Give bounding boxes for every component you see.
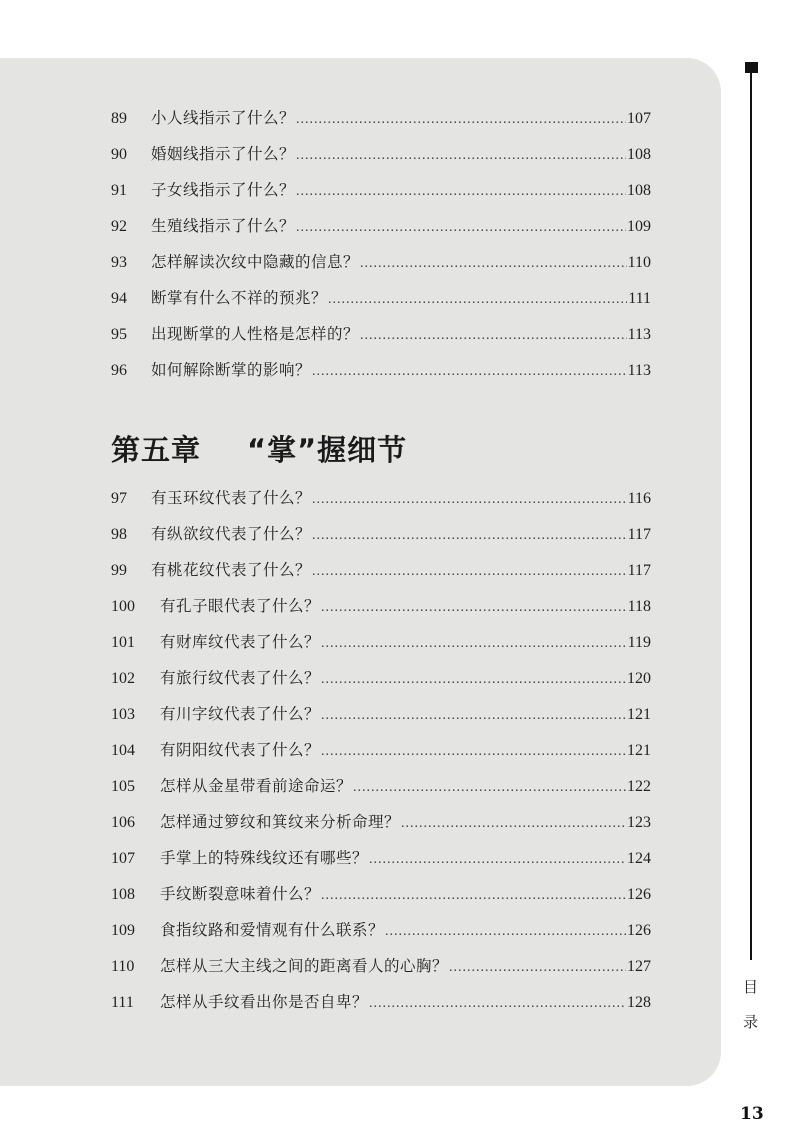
dot-leader — [401, 806, 626, 842]
toc-list-chapter-five — [111, 480, 651, 1020]
entry-title: 有阴阳纹代表了什么？ — [160, 741, 321, 759]
toc-entry[interactable] — [111, 948, 651, 984]
entry-number: 89 — [111, 110, 127, 127]
dot-leader — [312, 482, 627, 518]
entry-page: 120 — [627, 670, 651, 687]
entry-title: 婚姻线指示了什么？ — [151, 145, 296, 163]
entry-title: 怎样解读次纹中隐藏的信息？ — [151, 253, 360, 271]
entry-title: 小人线指示了什么？ — [151, 109, 296, 127]
entry-number: 100 — [111, 598, 135, 615]
entry-page: 126 — [627, 922, 651, 939]
entry-page: 126 — [627, 886, 651, 903]
entry-title: 怎样通过箩纹和箕纹来分析命理？ — [160, 813, 401, 831]
dot-leader — [328, 282, 627, 318]
toc-entry[interactable] — [111, 136, 651, 172]
entry-page: 117 — [627, 562, 651, 579]
toc-entry[interactable] — [111, 552, 651, 588]
entry-page: 110 — [627, 254, 651, 271]
entry-number: 105 — [111, 778, 135, 795]
dot-leader — [296, 174, 626, 210]
entry-title: 手掌上的特殊线纹还有哪些？ — [160, 849, 369, 867]
entry-number: 94 — [111, 290, 127, 307]
toc-entry[interactable] — [111, 696, 651, 732]
entry-number: 91 — [111, 182, 127, 199]
entry-title: 有财库纹代表了什么？ — [160, 633, 321, 651]
entry-page: 124 — [627, 850, 651, 867]
dot-leader — [312, 354, 627, 390]
entry-number: 106 — [111, 814, 135, 831]
dot-leader — [312, 554, 627, 590]
sidebar-marker — [745, 62, 758, 73]
dot-leader — [321, 626, 627, 662]
toc-entry[interactable] — [111, 316, 651, 352]
entry-number: 93 — [111, 254, 127, 271]
entry-title: 怎样从金星带看前途命运？ — [160, 777, 353, 795]
entry-number: 104 — [111, 742, 135, 759]
entry-number: 98 — [111, 526, 127, 543]
entry-title: 子女线指示了什么？ — [151, 181, 296, 199]
dot-leader — [353, 770, 626, 806]
entry-title: 食指纹路和爱情观有什么联系？ — [160, 921, 385, 939]
toc-entry[interactable] — [111, 876, 651, 912]
entry-page: 109 — [627, 218, 651, 235]
toc-entry[interactable] — [111, 840, 651, 876]
entry-number: 90 — [111, 146, 127, 163]
entry-page: 117 — [627, 526, 651, 543]
entry-title: 生殖线指示了什么？ — [151, 217, 296, 235]
entry-page: 122 — [627, 778, 651, 795]
dot-leader — [385, 914, 626, 950]
toc-entry[interactable] — [111, 624, 651, 660]
entry-page: 128 — [627, 994, 651, 1011]
dot-leader — [321, 662, 626, 698]
toc-entry[interactable] — [111, 208, 651, 244]
dot-leader — [369, 986, 626, 1022]
entry-title: 怎样从手纹看出你是否自卑？ — [160, 993, 369, 1011]
entry-title: 有桃花纹代表了什么？ — [151, 561, 312, 579]
entry-number: 109 — [111, 922, 135, 939]
entry-page: 121 — [627, 706, 651, 723]
entry-title: 有纵欲纹代表了什么？ — [151, 525, 312, 543]
toc-entry[interactable] — [111, 588, 651, 624]
entry-number: 99 — [111, 562, 127, 579]
entry-title: 有玉环纹代表了什么？ — [151, 489, 312, 507]
entry-page: 107 — [627, 110, 651, 127]
entry-title: 出现断掌的人性格是怎样的？ — [151, 325, 360, 343]
entry-title: 怎样从三大主线之间的距离看人的心胸？ — [160, 957, 449, 975]
entry-page: 113 — [627, 362, 651, 379]
entry-title: 有川字纹代表了什么？ — [160, 705, 321, 723]
toc-entry[interactable] — [111, 660, 651, 696]
toc-entry[interactable] — [111, 804, 651, 840]
sidebar-label-lu: 录 — [743, 1013, 759, 1031]
toc-entry[interactable] — [111, 244, 651, 280]
entry-page: 116 — [627, 490, 651, 507]
entry-page: 113 — [627, 326, 651, 343]
entry-page: 121 — [627, 742, 651, 759]
toc-entry[interactable] — [111, 912, 651, 948]
entry-number: 101 — [111, 634, 135, 651]
entry-number: 102 — [111, 670, 135, 687]
chapter-name: “掌”握细节 — [247, 433, 408, 467]
dot-leader — [296, 210, 626, 246]
entry-page: 127 — [627, 958, 651, 975]
entry-number: 95 — [111, 326, 127, 343]
entry-page: 119 — [627, 634, 651, 651]
entry-title: 有旅行纹代表了什么？ — [160, 669, 321, 687]
toc-entry[interactable] — [111, 280, 651, 316]
toc-entry[interactable] — [111, 172, 651, 208]
entry-page: 123 — [627, 814, 651, 831]
dot-leader — [360, 318, 627, 354]
chapter-heading — [111, 428, 407, 469]
dot-leader — [321, 698, 626, 734]
entry-number: 110 — [111, 958, 135, 975]
dot-leader — [312, 518, 627, 554]
entry-title: 手纹断裂意味着什么？ — [160, 885, 321, 903]
chapter-label: 第五章 — [111, 433, 202, 467]
toc-entry[interactable] — [111, 768, 651, 804]
sidebar-rule — [750, 73, 752, 960]
dot-leader — [296, 102, 626, 138]
entry-page: 118 — [627, 598, 651, 615]
dot-leader — [449, 950, 626, 986]
toc-entry[interactable] — [111, 984, 651, 1020]
entry-number: 103 — [111, 706, 135, 723]
entry-number: 97 — [111, 490, 127, 507]
dot-leader — [321, 590, 627, 626]
entry-title: 有孔子眼代表了什么？ — [160, 597, 321, 615]
entry-page: 111 — [628, 290, 651, 307]
entry-number: 107 — [111, 850, 135, 867]
toc-entry[interactable] — [111, 100, 651, 136]
entry-page: 108 — [627, 146, 651, 163]
dot-leader — [321, 734, 626, 770]
toc-entry[interactable] — [111, 516, 651, 552]
dot-leader — [321, 878, 626, 914]
toc-entry[interactable] — [111, 352, 651, 388]
toc-entry[interactable] — [111, 480, 651, 516]
toc-list-before-chapter — [111, 100, 651, 388]
entry-title: 断掌有什么不祥的预兆？ — [151, 289, 328, 307]
dot-leader — [369, 842, 626, 878]
entry-number: 96 — [111, 362, 127, 379]
entry-number: 92 — [111, 218, 127, 235]
entry-title: 如何解除断掌的影响？ — [151, 361, 312, 379]
entry-page: 108 — [627, 182, 651, 199]
dot-leader — [296, 138, 626, 174]
entry-number: 111 — [111, 994, 134, 1011]
dot-leader — [360, 246, 627, 282]
toc-entry[interactable] — [111, 732, 651, 768]
sidebar-label-mu: 目 — [743, 978, 759, 996]
entry-number: 108 — [111, 886, 135, 903]
page-number: 13 — [740, 1104, 764, 1124]
